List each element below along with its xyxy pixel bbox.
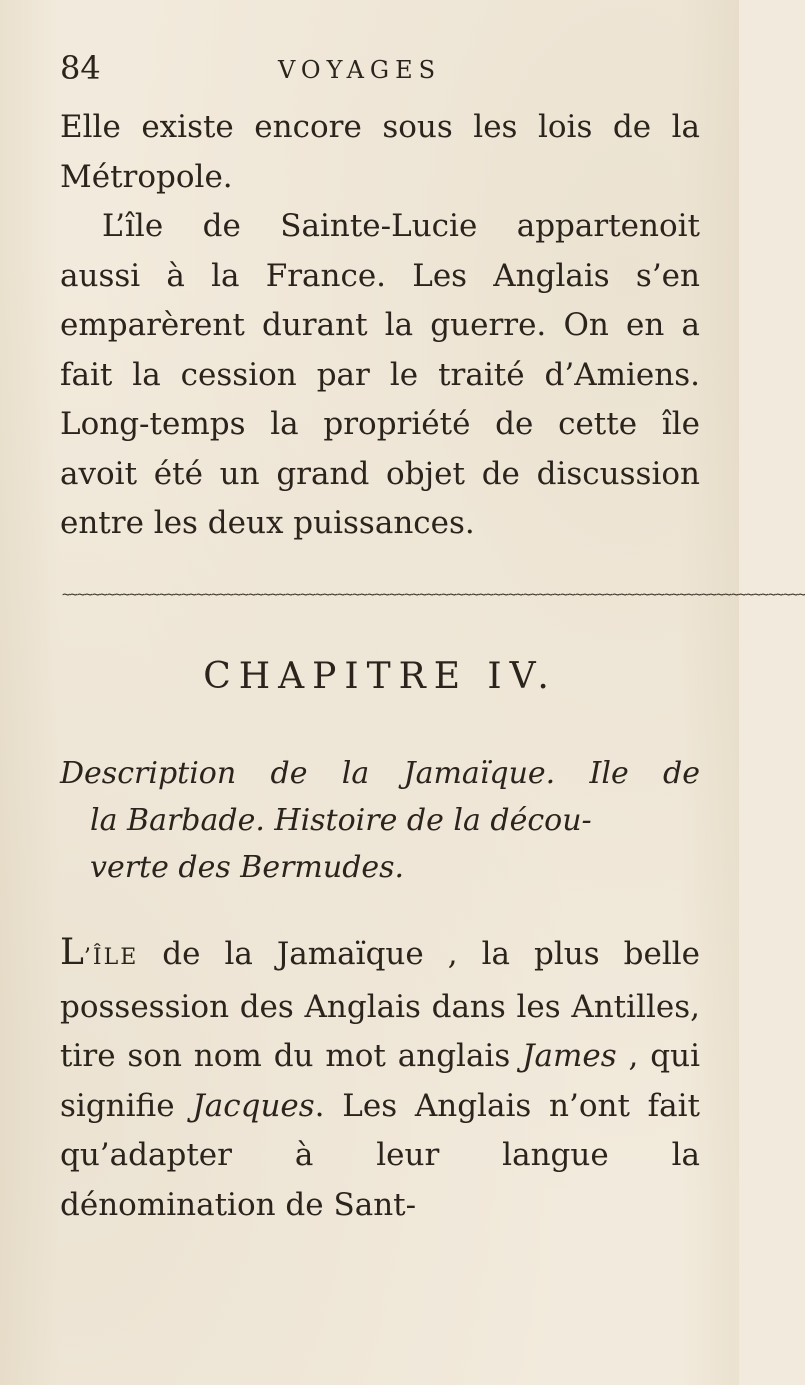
chapter-title: CHAPITRE IV. [203,656,557,697]
summary-line-1: Description de la Jamaïque. Ile de [60,756,700,791]
page-number: 84 [60,49,101,87]
italic-james: James [522,1038,617,1074]
intro-line-2: Métropole. [60,158,233,195]
body-text-3: . Les Anglais n’ont fait qu’adapter à leur langue la dénomination de Sant- [60,1087,700,1223]
body-text-2: , qui signifie [60,1038,700,1124]
summary-line-2: la Barbade. Histoire de la décou- [90,803,592,838]
sainte-lucie-paragraph: L’île de Sainte-Lucie appartenoit aussi à la France. Les Anglais s’en emparèrent durant la guerre. On en a fait la cession par le traité d’Amiens. Long-temps la propriété de cette île avoit été un grand objet de discussion entre les deux puissances. [60,208,700,541]
summary-line-3: verte des Bermudes. [90,850,405,885]
drop-cap: L [60,932,84,973]
chapter-summary [60,750,700,891]
ornamental-divider: ~~~~~~~~~~~~~~~~~~~~~~~~~~~~~~~~~~~~~~~~~~~~~~~~~~~~~~~~~~~~~~~~~~~~~~~~~~~~~~~~~~~~~~~~~~~~~~~~~~~~ [62,587,805,603]
page-header [60,48,700,88]
running-title: VOYAGES [278,56,442,84]
jamaica-paragraph [60,928,700,1230]
intro-line-1: Elle existe encore sous les lois de la [60,109,700,145]
body-text-1: de la Jamaïque , la plus belle possession des Anglais dans les Antilles, tire son nom du mot anglais [60,936,700,1074]
intro-text [60,103,700,549]
chapter-body [60,928,700,1230]
small-caps-word: ’ÎLE [83,945,139,970]
italic-jacques: Jacques [192,1087,315,1124]
